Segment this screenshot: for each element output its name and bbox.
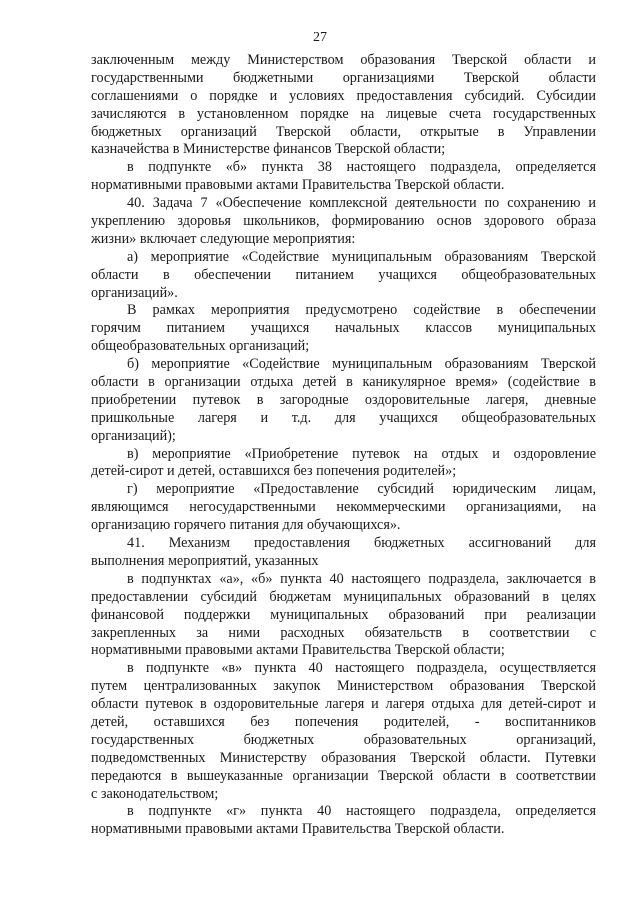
text-line: нормативными правовыми актами Правительства Тверской области. bbox=[91, 821, 505, 838]
text-line: В рамках мероприятия предусмотрено содействие в обеспечении bbox=[127, 302, 596, 319]
text-line: организаций); bbox=[91, 427, 176, 444]
text-line: детей, оставшихся без попечения родителей, - воспитанников bbox=[91, 713, 596, 730]
text-line: организаций». bbox=[91, 284, 178, 301]
text-line: г) мероприятие «Предоставление субсидий юридическим лицам, bbox=[127, 481, 596, 498]
text-line: зачисляются в установленном порядке на лицевые счета государственных bbox=[91, 105, 596, 122]
text-line: государственными бюджетными организациями Тверской области bbox=[91, 69, 596, 86]
text-line: в подпункте «б» пункта 38 настоящего подраздела, определяется bbox=[127, 159, 596, 176]
text-line: государственных бюджетных образовательных организаций, bbox=[91, 731, 596, 748]
text-line: общеобразовательных организаций; bbox=[91, 338, 310, 355]
text-line: путем централизованных закупок Министерством образования Тверской bbox=[91, 678, 596, 695]
text-line: передаются в вышеуказанные организации Тверской области в соответствии bbox=[91, 767, 596, 784]
text-line: являющимся негосударственными некоммерческими организациями, на bbox=[91, 499, 596, 516]
text-line: б) мероприятие «Содействие муниципальным образованиям Тверской bbox=[127, 356, 596, 373]
text-line: нормативными правовыми актами Правительства Тверской области; bbox=[91, 642, 505, 659]
text-line: укреплению здоровья школьников, формированию основ здорового образа bbox=[91, 213, 596, 230]
text-line: горячим питанием учащихся начальных классов муниципальных bbox=[91, 320, 596, 337]
text-line: заключенным между Министерством образования Тверской области и bbox=[91, 52, 596, 68]
text-line: организацию горячего питания для обучающихся». bbox=[91, 517, 401, 534]
text-line: с законодательством; bbox=[91, 785, 219, 802]
text-line: выполнения мероприятий, указанных bbox=[91, 552, 319, 569]
text-line: 40. Задача 7 «Обеспечение комплексной деятельности по сохранению и bbox=[127, 195, 596, 212]
text-line: области в организации отдыха детей в каникулярное время» (содействие в bbox=[91, 374, 596, 391]
text-line: подведомственных Министерству образования Тверской области. Путевки bbox=[91, 749, 596, 766]
text-line: казначейства в Министерстве финансов Тверской области; bbox=[91, 141, 446, 158]
text-line: в) мероприятие «Приобретение путевок на отдых и оздоровление bbox=[127, 445, 596, 462]
text-line: в подпункте «г» пункта 40 настоящего подраздела, определяется bbox=[127, 803, 596, 820]
text-line: нормативными правовыми актами Правительства Тверской области. bbox=[91, 177, 505, 194]
text-line: области в обеспечении питанием учащихся общеобразовательных bbox=[91, 266, 596, 283]
text-line: в подпунктах «а», «б» пункта 40 настоящего подраздела, заключается в bbox=[127, 570, 596, 587]
text-line: закрепленных за ними расходных обязательств в соответствии с bbox=[91, 624, 596, 641]
text-line: области путевок в оздоровительные лагеря и лагеря отдыха для детей-сирот и bbox=[91, 696, 596, 713]
text-line: финансовой поддержки муниципальных образований при реализации bbox=[91, 606, 596, 623]
text-line: детей-сирот и детей, оставшихся без попечения родителей»; bbox=[91, 463, 457, 480]
text-line: а) мероприятие «Содействие муниципальным образованиям Тверской bbox=[127, 248, 596, 265]
text-line: приобретении путевок в загородные оздоровительные лагеря, дневные bbox=[91, 391, 596, 408]
text-line: предоставлении субсидий бюджетам муниципальных образований в целях bbox=[91, 588, 596, 605]
text-line: 41. Механизм предоставления бюджетных ассигнований для bbox=[127, 535, 596, 552]
document-body bbox=[91, 52, 596, 839]
text-line: в подпункте «в» пункта 40 настоящего подраздела, осуществляется bbox=[127, 660, 596, 677]
text-line: бюджетных организаций Тверской области, открытые в Управлении bbox=[91, 123, 596, 140]
text-line: жизни» включает следующие мероприятия: bbox=[91, 230, 356, 247]
text-line: пришкольные лагеря и т.д. для учащихся общеобразовательных bbox=[91, 409, 596, 426]
text-line: соглашениями о порядке и условиях предоставления субсидий. Субсидии bbox=[91, 87, 596, 104]
page-number: 27 bbox=[313, 30, 327, 45]
